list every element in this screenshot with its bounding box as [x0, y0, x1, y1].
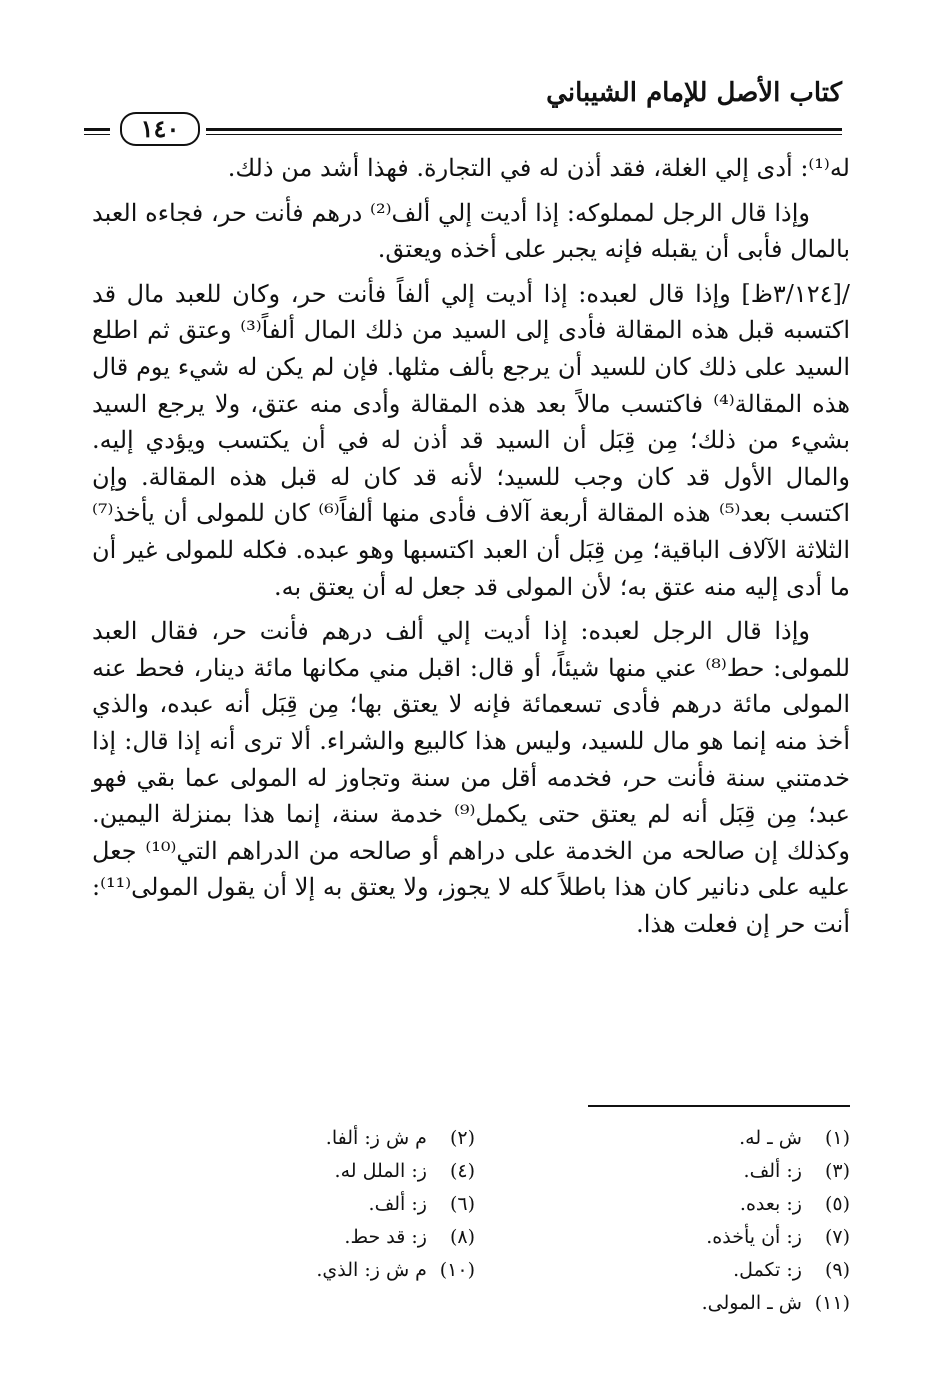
footnote — [515, 1287, 850, 1320]
footnote — [140, 1221, 475, 1254]
footnote-text: ز: تكمل. — [733, 1259, 802, 1281]
page-number: ١٤٠ — [120, 112, 200, 146]
footnote-number: (١٠) — [439, 1259, 475, 1281]
footnote-text: م ش ز: الذي. — [316, 1259, 427, 1281]
footnote-text: ش ـ له. — [739, 1127, 802, 1149]
paragraph: وإذا قال الرجل لعبده: إذا أديت إلي ألف درهم فأنت حر، فقال العبد للمولى: حط⁽⁸⁾ عني منها شيئاً، أو قال: اقبل مني مكانها مائة دينار، فحط عنه المولى مائة درهم فأدى تسعمائة فإنه لا يعتق بها؛ مِن قِبَل أنه عبده، والذي أخذ منه إنما هو مال للسيد، وليس هذا كالبيع والشراء. ألا ترى أنه إذا قال: إذا خدمتني سنة فأنت حر، فخدمه أقل من سنة وتجاوز له المولى عما بقي فهو عبد؛ مِن قِبَل أنه لم يعتق حتى يكمل⁽⁹⁾ خدمة سنة، إنما هذا بمنزلة اليمين. وكذلك إن صالحه من الخدمة على دراهم أو صالحه من الدراهم التي⁽¹⁰⁾ جعل عليه على دنانير كان هذا باطلاً كله لا يجوز، ولا يعتق به إلا أن يقول المولى⁽¹¹⁾: أنت حر إن فعلت هذا. — [92, 617, 851, 938]
footnote-number: (٧) — [824, 1226, 850, 1248]
footnote-text: ز: أن يأخذه. — [706, 1226, 802, 1248]
footnote-number: (٦) — [449, 1193, 475, 1215]
footnote-number: (١١) — [814, 1292, 850, 1314]
footnotes — [140, 1122, 850, 1320]
footnote-number: (١) — [824, 1127, 850, 1149]
footnote — [140, 1155, 475, 1188]
footnote — [140, 1122, 475, 1155]
footnote-number: (٢) — [449, 1127, 475, 1149]
page-number-frame — [110, 110, 206, 148]
footnote-text: ز: قد حط. — [344, 1226, 427, 1248]
footnote-text: ز: ألف. — [368, 1193, 427, 1215]
footnote — [140, 1188, 475, 1221]
running-header-title: كتاب الأصل للإمام الشيباني — [546, 78, 842, 108]
footnote-number: (٣) — [824, 1160, 850, 1182]
main-text — [92, 150, 850, 950]
paragraph: وإذا قال الرجل لمملوكه: إذا أديت إلي ألف⁽²⁾ درهم فأنت حر، فجاءه العبد بالمال فأبى أن يقبله فإنه يجبر على أخذه ويعتق. — [92, 198, 850, 264]
footnote-number: (٩) — [824, 1259, 850, 1281]
footnote-text: م ش ز: ألفا. — [325, 1127, 427, 1149]
footnote — [515, 1221, 850, 1254]
footnote-number: (٤) — [449, 1160, 475, 1182]
footnote-separator — [588, 1105, 850, 1107]
footnote-text: ز: بعده. — [739, 1193, 802, 1215]
footnote — [515, 1254, 850, 1287]
footnote — [140, 1254, 475, 1287]
footnote-text: ز: ألف. — [743, 1160, 802, 1182]
footnote-text: ش ـ المولى. — [701, 1292, 802, 1314]
footnote-number: (٨) — [449, 1226, 475, 1248]
paragraph: /[٣/١٢٤ظ] وإذا قال لعبده: إذا أديت إلي ألفاً فأنت حر، وكان للعبد مال قد اكتسبه قبل هذه المقالة فأدى إلى السيد من ذلك المال ألفاً⁽³⁾ وعتق ثم اطلع السيد على ذلك كان للسيد أن يرجع بألف مثلها. فإن لم يكن له شيء يوم قال هذه المقالة⁽⁴⁾ فاكتسب مالاً بعد هذه المقالة وأدى منه عتق، ولا يرجع السيد بشيء من ذلك؛ مِن قِبَل أن السيد قد أذن له في أن يكتسب ويؤدي إليه. والمال الأول قد كان وجب للسيد؛ لأنه قد كان له قبل هذه المقالة. وإن اكتسب بعد⁽⁵⁾ هذه المقالة أربعة آلاف فأدى منها ألفاً⁽⁶⁾ كان للمولى أن يأخذ⁽⁷⁾ الثلاثة الآلاف الباقية؛ مِن قِبَل أن العبد اكتسبها وهو عبده. فكله للمولى غير أن ما أدى إليه منه عتق به؛ لأن المولى قد جعل له أن يعتق به. — [92, 279, 851, 601]
footnote — [515, 1155, 850, 1188]
footnote — [515, 1188, 850, 1221]
footnote — [515, 1122, 850, 1155]
footnote-number: (٥) — [824, 1193, 850, 1215]
footnote-text: ز: الملل له. — [334, 1160, 427, 1182]
paragraph: له⁽¹⁾: أدى إلي الغلة، فقد أذن له في التجارة. فهذا أشد من ذلك. — [227, 154, 850, 182]
